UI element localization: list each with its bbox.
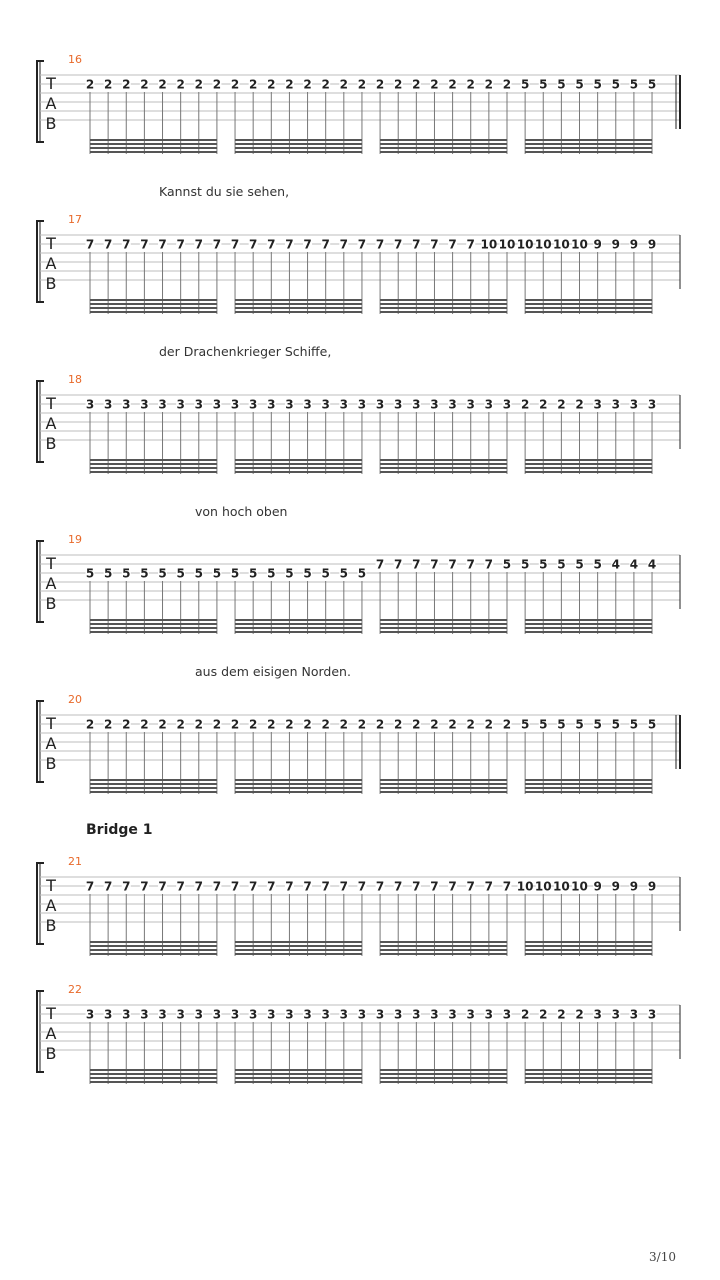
fret-number: 2 [285, 77, 294, 92]
fret-number: 3 [248, 397, 258, 412]
tab-clef-letter: A [45, 414, 57, 433]
bar-number: 18 [68, 373, 82, 386]
fret-number: 7 [430, 879, 439, 894]
fret-number: 2 [448, 717, 457, 732]
fret-number: 3 [158, 397, 167, 412]
fret-number: 7 [412, 557, 421, 572]
fret-number: 3 [466, 1007, 475, 1022]
fret-number: 7 [466, 557, 475, 572]
fret-number: 7 [375, 879, 385, 894]
fret-number: 2 [484, 717, 494, 732]
tab-system-18 [0, 373, 720, 480]
fret-number: 3 [375, 397, 385, 412]
fret-number: 2 [122, 717, 131, 732]
fret-number: 2 [158, 77, 167, 92]
fret-number: 5 [629, 77, 639, 92]
tab-clef-letter: T [46, 714, 56, 733]
fret-number: 5 [629, 717, 639, 732]
fret-number: 3 [448, 397, 457, 412]
fret-number: 5 [539, 77, 548, 92]
fret-number: 7 [339, 879, 348, 894]
fret-number: 2 [394, 717, 403, 732]
fret-number: 5 [647, 717, 657, 732]
fret-number: 7 [103, 879, 113, 894]
fret-number: 7 [194, 237, 203, 252]
bar-number: 20 [68, 693, 82, 706]
fret-number: 7 [375, 237, 385, 252]
fret-number: 3 [339, 1007, 348, 1022]
fret-number: 7 [303, 879, 312, 894]
fret-number: 2 [375, 77, 385, 92]
tab-system-19 [0, 533, 720, 640]
fret-number: 5 [357, 566, 367, 581]
fret-number: 5 [103, 566, 113, 581]
fret-number: 9 [629, 879, 639, 894]
fret-number: 3 [339, 397, 348, 412]
bar-number: 16 [68, 53, 82, 66]
fret-number: 7 [412, 879, 421, 894]
fret-number: 7 [158, 879, 167, 894]
fret-number: 10 [516, 879, 534, 894]
fret-number: 7 [158, 237, 167, 252]
fret-number: 9 [593, 237, 602, 252]
fret-number: 5 [575, 717, 584, 732]
fret-number: 2 [85, 717, 95, 732]
fret-number: 2 [194, 77, 203, 92]
fret-number: 3 [611, 397, 620, 412]
lyric-line: aus dem eisigen Norden. [195, 664, 351, 679]
fret-number: 2 [140, 717, 149, 732]
fret-number: 3 [230, 1007, 240, 1022]
fret-number: 3 [593, 1007, 602, 1022]
fret-number: 7 [176, 879, 185, 894]
fret-number: 9 [611, 237, 620, 252]
fret-number: 5 [539, 557, 548, 572]
fret-number: 5 [194, 566, 203, 581]
fret-number: 7 [248, 237, 258, 252]
fret-number: 10 [480, 237, 498, 252]
fret-number: 2 [103, 717, 113, 732]
fret-number: 3 [448, 1007, 457, 1022]
fret-number: 3 [502, 397, 512, 412]
bar-number: 22 [68, 983, 82, 996]
fret-number: 5 [230, 566, 240, 581]
fret-number: 2 [212, 717, 222, 732]
tab-staff [0, 380, 720, 480]
fret-number: 5 [539, 717, 548, 732]
fret-number: 3 [593, 397, 602, 412]
fret-number: 3 [103, 397, 113, 412]
fret-number: 2 [285, 717, 294, 732]
fret-number: 10 [553, 879, 570, 894]
page-number: 3/10 [649, 1250, 676, 1264]
fret-number: 5 [557, 717, 566, 732]
fret-number: 2 [303, 717, 312, 732]
fret-number: 7 [140, 879, 149, 894]
fret-number: 2 [230, 77, 240, 92]
tab-clef-letter: A [45, 734, 57, 753]
tab-clef-letter: T [46, 876, 56, 895]
fret-number: 5 [285, 566, 294, 581]
fret-number: 3 [176, 1007, 185, 1022]
fret-number: 7 [285, 879, 294, 894]
fret-number: 7 [176, 237, 185, 252]
fret-number: 2 [321, 717, 330, 732]
fret-number: 7 [430, 557, 439, 572]
fret-number: 3 [412, 1007, 421, 1022]
fret-number: 5 [502, 557, 512, 572]
fret-number: 3 [267, 397, 276, 412]
lyric-line: der Drachenkrieger Schiffe, [159, 344, 332, 359]
tab-clef-letter: A [45, 896, 57, 915]
fret-number: 7 [339, 237, 348, 252]
fret-number: 7 [375, 557, 385, 572]
tab-clef-letter: T [46, 234, 56, 253]
fret-number: 2 [103, 77, 113, 92]
fret-number: 2 [539, 1007, 548, 1022]
fret-number: 10 [534, 879, 552, 894]
section-label: Bridge 1 [86, 822, 153, 838]
fret-number: 10 [571, 237, 588, 252]
fret-number: 3 [212, 397, 222, 412]
fret-number: 7 [212, 237, 222, 252]
tab-system-17 [0, 213, 720, 320]
fret-number: 3 [103, 1007, 113, 1022]
fret-number: 2 [484, 77, 494, 92]
tab-clef-letter: B [45, 1044, 57, 1063]
tab-clef-letter: T [46, 394, 56, 413]
fret-number: 2 [412, 717, 421, 732]
tab-clef-letter: B [45, 916, 57, 935]
fret-number: 5 [140, 566, 149, 581]
fret-number: 2 [557, 1007, 566, 1022]
tab-clef-letter: B [45, 594, 57, 613]
fret-number: 4 [629, 557, 639, 572]
fret-number: 5 [248, 566, 258, 581]
fret-number: 3 [466, 397, 475, 412]
fret-number: 2 [194, 717, 203, 732]
fret-number: 3 [394, 397, 403, 412]
fret-number: 5 [520, 717, 530, 732]
bar-number: 17 [68, 213, 82, 226]
fret-number: 7 [448, 237, 457, 252]
fret-number: 2 [557, 397, 566, 412]
fret-number: 5 [267, 566, 276, 581]
tab-staff [0, 220, 720, 320]
fret-number: 2 [466, 77, 475, 92]
fret-number: 3 [285, 1007, 294, 1022]
fret-number: 2 [412, 77, 421, 92]
fret-number: 2 [394, 77, 403, 92]
fret-number: 7 [357, 237, 367, 252]
fret-number: 5 [158, 566, 167, 581]
fret-number: 5 [593, 717, 602, 732]
fret-number: 2 [575, 1007, 584, 1022]
fret-number: 7 [85, 237, 95, 252]
fret-number: 2 [321, 77, 330, 92]
fret-number: 3 [194, 397, 203, 412]
fret-number: 2 [430, 77, 439, 92]
fret-number: 3 [647, 1007, 657, 1022]
fret-number: 2 [85, 77, 95, 92]
fret-number: 3 [248, 1007, 258, 1022]
fret-number: 5 [303, 566, 312, 581]
fret-number: 9 [647, 237, 657, 252]
fret-number: 7 [122, 879, 131, 894]
tab-clef-letter: A [45, 254, 57, 273]
fret-number: 3 [629, 1007, 639, 1022]
fret-number: 3 [303, 1007, 312, 1022]
fret-number: 2 [176, 717, 185, 732]
fret-number: 5 [575, 557, 584, 572]
fret-number: 5 [122, 566, 131, 581]
fret-number: 5 [593, 557, 602, 572]
fret-number: 7 [502, 879, 512, 894]
fret-number: 3 [85, 397, 95, 412]
bar-number: 19 [68, 533, 82, 546]
fret-number: 5 [176, 566, 185, 581]
fret-number: 9 [629, 237, 639, 252]
fret-number: 2 [375, 717, 385, 732]
fret-number: 2 [248, 77, 258, 92]
fret-number: 2 [303, 77, 312, 92]
fret-number: 7 [230, 237, 240, 252]
fret-number: 7 [303, 237, 312, 252]
fret-number: 5 [321, 566, 330, 581]
fret-number: 3 [194, 1007, 203, 1022]
fret-number: 7 [122, 237, 131, 252]
fret-number: 4 [611, 557, 620, 572]
fret-number: 2 [448, 77, 457, 92]
fret-number: 7 [285, 237, 294, 252]
fret-number: 5 [557, 557, 566, 572]
fret-number: 2 [230, 717, 240, 732]
fret-number: 5 [339, 566, 348, 581]
fret-number: 3 [176, 397, 185, 412]
fret-number: 2 [520, 397, 530, 412]
fret-number: 3 [303, 397, 312, 412]
fret-number: 5 [212, 566, 222, 581]
fret-number: 3 [484, 1007, 494, 1022]
fret-number: 2 [212, 77, 222, 92]
fret-number: 7 [430, 237, 439, 252]
fret-number: 7 [194, 879, 203, 894]
fret-number: 10 [498, 237, 516, 252]
tab-clef-letter: B [45, 114, 57, 133]
fret-number: 7 [103, 237, 113, 252]
fret-number: 3 [375, 1007, 385, 1022]
fret-number: 5 [593, 77, 602, 92]
fret-number: 7 [466, 237, 475, 252]
tab-staff [0, 60, 720, 160]
fret-number: 7 [484, 557, 494, 572]
fret-number: 7 [321, 879, 330, 894]
tab-clef-letter: T [46, 1004, 56, 1023]
fret-number: 2 [140, 77, 149, 92]
fret-number: 2 [520, 1007, 530, 1022]
fret-number: 3 [85, 1007, 95, 1022]
lyric-line: von hoch oben [195, 504, 288, 519]
fret-number: 7 [248, 879, 258, 894]
fret-number: 7 [267, 879, 276, 894]
fret-number: 7 [484, 879, 494, 894]
fret-number: 3 [484, 397, 494, 412]
tab-clef-letter: T [46, 554, 56, 573]
tab-system-22 [0, 983, 720, 1090]
fret-number: 7 [466, 879, 475, 894]
tab-clef-letter: A [45, 574, 57, 593]
fret-number: 2 [539, 397, 548, 412]
tab-clef-letter: B [45, 434, 57, 453]
fret-number: 2 [466, 717, 475, 732]
fret-number: 3 [140, 1007, 149, 1022]
tab-clef-letter: A [45, 94, 57, 113]
fret-number: 3 [629, 397, 639, 412]
fret-number: 5 [520, 77, 530, 92]
fret-number: 10 [571, 879, 588, 894]
lyric-line: Kannst du sie sehen, [159, 184, 290, 199]
fret-number: 2 [158, 717, 167, 732]
tab-clef-letter: T [46, 74, 56, 93]
fret-number: 7 [357, 879, 367, 894]
fret-number: 3 [230, 397, 240, 412]
fret-number: 3 [122, 1007, 131, 1022]
fret-number: 5 [611, 77, 620, 92]
fret-number: 3 [212, 1007, 222, 1022]
fret-number: 3 [321, 1007, 330, 1022]
tab-system-20 [0, 693, 720, 800]
fret-number: 5 [557, 77, 566, 92]
fret-number: 2 [357, 717, 367, 732]
tab-clef-letter: A [45, 1024, 57, 1043]
fret-number: 3 [412, 397, 421, 412]
fret-number: 5 [575, 77, 584, 92]
fret-number: 3 [430, 1007, 439, 1022]
fret-number: 2 [502, 77, 512, 92]
fret-number: 2 [502, 717, 512, 732]
fret-number: 2 [357, 77, 367, 92]
fret-number: 7 [321, 237, 330, 252]
fret-number: 7 [230, 879, 240, 894]
fret-number: 3 [267, 1007, 276, 1022]
tab-clef-letter: B [45, 754, 57, 773]
fret-number: 2 [430, 717, 439, 732]
fret-number: 3 [394, 1007, 403, 1022]
fret-number: 7 [140, 237, 149, 252]
fret-number: 2 [248, 717, 258, 732]
fret-number: 7 [267, 237, 276, 252]
tab-clef-letter: B [45, 274, 57, 293]
fret-number: 7 [448, 557, 457, 572]
fret-number: 2 [267, 717, 276, 732]
fret-number: 2 [267, 77, 276, 92]
fret-number: 3 [611, 1007, 620, 1022]
fret-number: 7 [394, 557, 403, 572]
tab-staff [0, 862, 720, 962]
fret-number: 7 [212, 879, 222, 894]
fret-number: 5 [647, 77, 657, 92]
fret-number: 2 [339, 717, 348, 732]
tab-staff [0, 990, 720, 1090]
fret-number: 5 [520, 557, 530, 572]
fret-number: 7 [394, 237, 403, 252]
fret-number: 3 [321, 397, 330, 412]
fret-number: 5 [85, 566, 95, 581]
fret-number: 3 [502, 1007, 512, 1022]
fret-number: 3 [647, 397, 657, 412]
bar-number: 21 [68, 855, 82, 868]
fret-number: 10 [553, 237, 570, 252]
fret-number: 2 [122, 77, 131, 92]
fret-number: 9 [611, 879, 620, 894]
fret-number: 7 [412, 237, 421, 252]
fret-number: 2 [575, 397, 584, 412]
tab-system-16 [0, 53, 720, 160]
fret-number: 3 [285, 397, 294, 412]
fret-number: 7 [394, 879, 403, 894]
fret-number: 2 [176, 77, 185, 92]
fret-number: 9 [647, 879, 657, 894]
fret-number: 3 [357, 397, 367, 412]
fret-number: 5 [611, 717, 620, 732]
fret-number: 4 [647, 557, 657, 572]
fret-number: 9 [593, 879, 602, 894]
tab-system-21 [0, 855, 720, 962]
fret-number: 3 [430, 397, 439, 412]
fret-number: 3 [122, 397, 131, 412]
fret-number: 3 [158, 1007, 167, 1022]
fret-number: 2 [339, 77, 348, 92]
tab-staff [0, 700, 720, 800]
fret-number: 3 [140, 397, 149, 412]
fret-number: 3 [357, 1007, 367, 1022]
fret-number: 7 [448, 879, 457, 894]
tab-staff [0, 540, 720, 640]
fret-number: 10 [534, 237, 552, 252]
fret-number: 7 [85, 879, 95, 894]
fret-number: 10 [516, 237, 534, 252]
